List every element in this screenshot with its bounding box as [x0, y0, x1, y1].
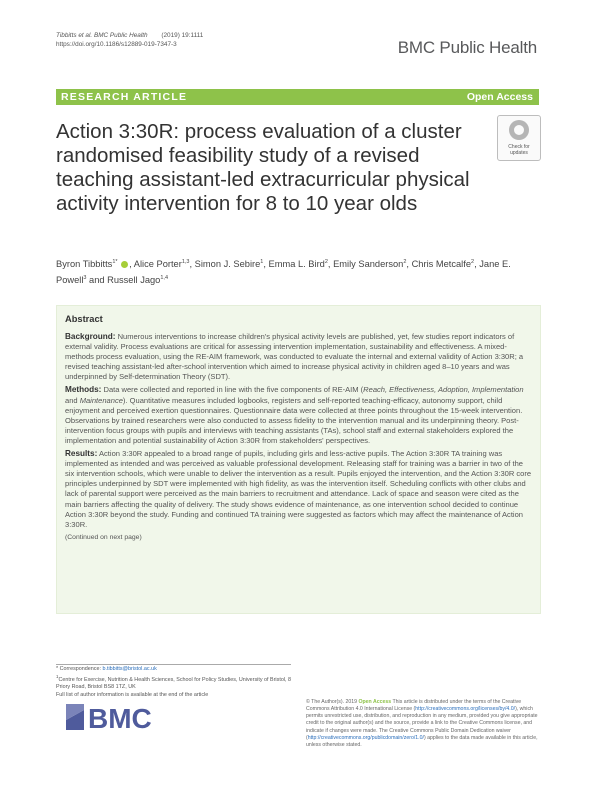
crossmark-line1: Check for [508, 144, 530, 150]
affiliation-mark: 1,4 [160, 275, 169, 282]
author-name: , Chris Metcalfe [406, 259, 472, 270]
article-type: RESEARCH ARTICLE [61, 91, 188, 103]
license-oa: Open Access [358, 699, 392, 705]
article-title: Action 3:30R: process evaluation of a cluster randomised feasibility study of a revised teaching assistant-led extracurricular physical activity intervention for 8 to 10 year olds [56, 120, 470, 215]
correspondence-label: * Correspondence: [56, 666, 103, 672]
affiliation-mark: 3 [83, 275, 87, 282]
section-text: Maintenance [79, 395, 123, 405]
abstract-methods [65, 385, 533, 446]
license-url[interactable]: http://creativecommons.org/publicdomain/zero/1.0/ [307, 734, 424, 741]
affiliation-mark: 1 [260, 259, 264, 265]
affiliation-mark: 1* [112, 259, 118, 265]
open-access-label: Open Access [466, 91, 533, 103]
section-text: ). Quantitative measures included logbooks, registers and self-reported teaching-efficacy, autonomy support, child enjoyment and perceived exertion questionnaires. Questionnaire data were collected at three points throughout the 15-week intervention. Observations by trained researchers were also conducted to assess fidelity to the intervention manual and its underpinning theory. Post-intervention focus groups with pupils and interviews with teaching assistants (TAs), school staff and external stakeholders explored the implementation and potential sustainability of Action 3:30R from stakeholders' perspectives. [65, 395, 523, 445]
author-name: , Jane E. Powell [56, 259, 511, 286]
article-type-banner [56, 89, 539, 105]
crossmark-icon [509, 120, 529, 140]
affiliation-text: Centre for Exercise, Nutrition & Health Sciences, School for Policy Studies, University of Bristol, 8 Priory Road, Bristol BS8 1TZ, UK [56, 677, 292, 691]
license-part: ), which permits unrestricted use, distribution, and reproduction in any medium, provided you give appropriate credit to the original author(s) and the source, provide a link to the Creative Commons license, and indicate if changes were made. The Creative Commons Public Domain Dedication waiver ( [306, 706, 538, 741]
bmc-logo-icon [64, 700, 174, 734]
citation-text: Tibbitts et al. BMC Public Health [56, 32, 148, 39]
section-text: and [65, 395, 80, 405]
affiliation-mark: 1,3 [181, 259, 190, 265]
abstract-body [65, 332, 533, 543]
author-list [56, 255, 536, 287]
author-name: Byron Tibbitts [56, 259, 113, 270]
section-label: Results: [65, 449, 98, 459]
license-url[interactable]: http://creativecommons.org/licenses/by/4.0/ [415, 706, 516, 713]
section-text: Action 3:30R appealed to a broad range of pupils, including girls and less-active pupils. The Action 3:30R TA training was implemented as intended and was perceived as valuable professional development. Releasing staff for training was a barrier in two of the six intervention schools, which were unable to deliver the intervention as a result. Pupils enjoyed the intervention, and the Action 3:30R core principles underpinned by SDT were implemented with high fidelity, as was the intervention itself. Scheduling conflicts with other clubs and lack of parental support were perceived as the main barriers to recruitment and attendance. Lack of space and season were cited as the main barriers affecting the quality of delivery. The study shows evidence of maintenance, as one intervention school decided to continue Action 3:30R beyond the study. Funding and continued TA training were suggested as factors which may affect the maintenance of Action 3:30R. [65, 449, 532, 529]
affiliation-mark: 2 [324, 259, 328, 265]
section-label: Background: [65, 332, 116, 341]
year-volume: (2019) 19:1111 [161, 32, 204, 39]
abstract-results [65, 449, 533, 530]
author-name: , Alice Porter [129, 259, 182, 270]
abstract-heading: Abstract [65, 314, 103, 324]
author-info-note: Full list of author information is available at the end of the article [56, 691, 209, 698]
bmc-logo [64, 700, 174, 734]
logo-text: BMC [88, 703, 152, 734]
affiliation-mark: 1 [56, 674, 59, 680]
author-name: and Russell Jago [86, 275, 161, 286]
crossmark-line2: updates [510, 150, 528, 156]
affiliation-mark: 2 [403, 259, 407, 265]
abstract-background [65, 332, 533, 382]
license-text [306, 699, 540, 749]
author-name: , Emily Sanderson [327, 259, 404, 270]
section-text: Numerous interventions to increase children's physical activity levels are published, yet, few studies report indicators of external validity. Process evaluations are critical for assessing intervention implementation, sustainability and effectiveness. A mixed-methods process evaluation, using the RE-AIM framework, was conducted to evaluate the internal and external validity of Action 3:30R; a revised teaching assistant-led after-school intervention which aimed to increase physical activity in children aged 8–10 years and was underpinned by Self-determination Theory (SDT). [65, 332, 524, 382]
license-part: © The Author(s). 2019 [306, 699, 359, 705]
correspondence-email[interactable]: b.tibbitts@bristol.ac.uk [102, 666, 157, 672]
license-part: This article is distributed under the terms of the Creative Commons Attribution 4.0 International License ( [306, 699, 522, 713]
author-name: , Emma L. Bird [263, 259, 325, 270]
section-text: Data were collected and reported in line with the five components of RE-AIM ( [103, 385, 364, 395]
doi-link[interactable]: https://doi.org/10.1186/s12889-019-7347-3 [56, 40, 177, 48]
section-text: Reach, Effectiveness, Adoption, Implementation [363, 385, 524, 395]
continued-note: (Continued on next page) [65, 533, 142, 541]
footnote-divider [56, 664, 291, 665]
running-header [56, 32, 203, 49]
license-part: ) applies to the data made available in this article, unless otherwise stated. [306, 734, 538, 748]
check-for-updates-badge[interactable] [497, 115, 541, 161]
section-label: Methods: [65, 385, 102, 395]
journal-name: BMC Public Health [397, 38, 537, 57]
abstract-box [56, 305, 541, 614]
affiliation-mark: 2 [471, 259, 475, 265]
footnotes [56, 666, 306, 699]
orcid-icon[interactable] [121, 261, 128, 268]
author-name: , Simon J. Sebire [189, 259, 261, 270]
